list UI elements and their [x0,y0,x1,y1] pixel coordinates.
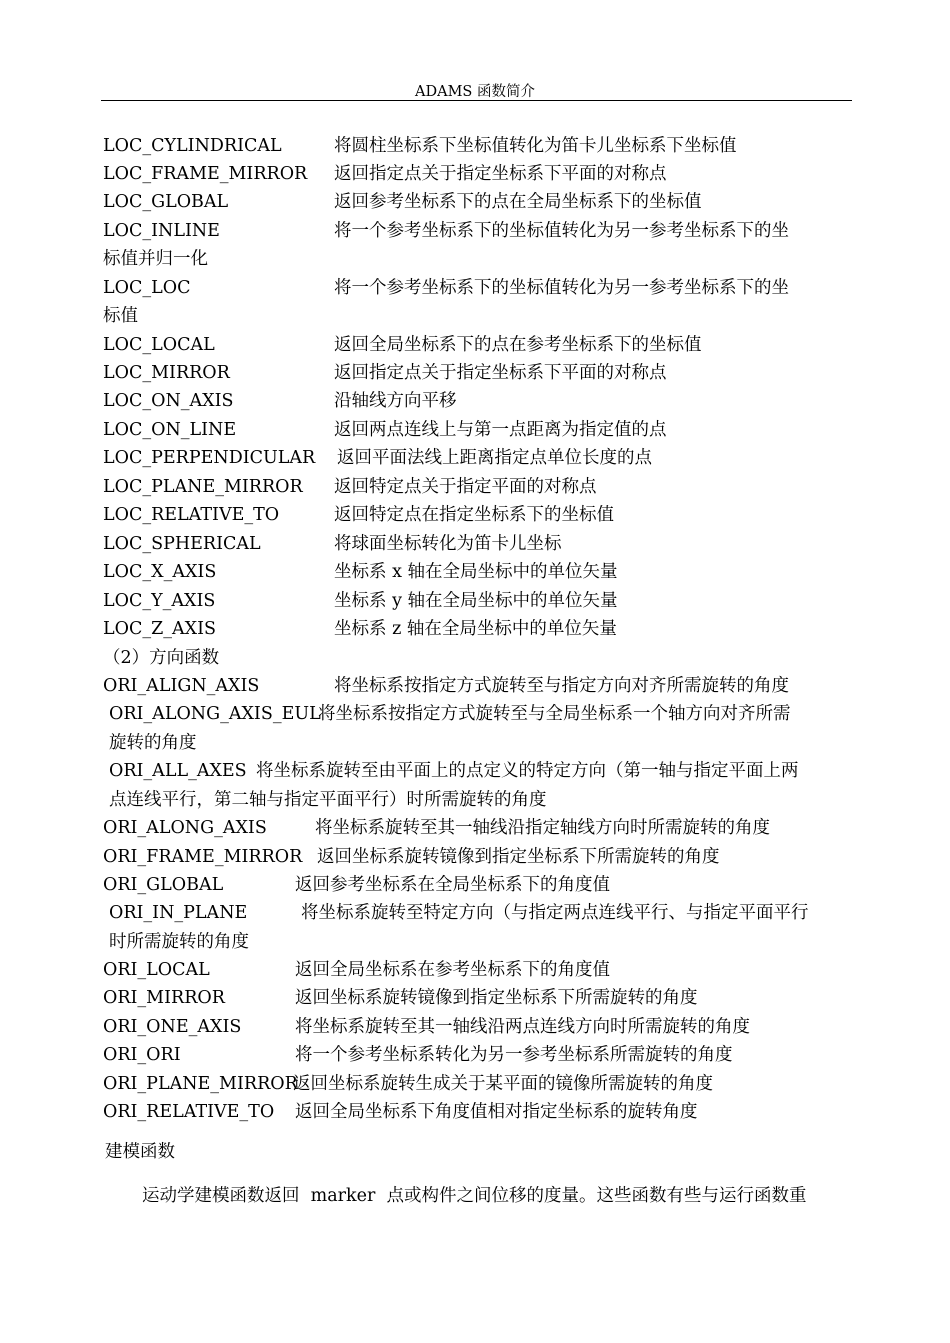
function-name: LOC_GLOBAL [103,192,229,212]
function-name: ORI_ORI [103,1045,181,1065]
function-desc: 返回平面法线上距离指定点单位长度的点 [337,448,652,468]
function-name: LOC_LOC [103,278,191,298]
function-desc: 返回参考坐标系在全局坐标系下的角度值 [295,875,610,895]
function-desc: 坐标系 x 轴在全局坐标中的单位矢量 [334,562,618,582]
function-name: LOC_ON_AXIS [103,391,234,411]
function-name: ORI_RELATIVE_TO [103,1102,275,1122]
function-name: ORI_MIRROR [103,988,225,1008]
function-name: ORI_PLANE_MIRROR [103,1074,298,1094]
header-rule [101,100,852,101]
function-desc: 将一个参考坐标系转化为另一参考坐标系所需旋转的角度 [295,1045,733,1065]
desc-continuation: 旋转的角度 [109,733,197,753]
function-desc: 返回特定点在指定坐标系下的坐标值 [334,505,614,525]
function-desc: 返回特定点关于指定平面的对称点 [334,477,597,497]
function-name: LOC_PLANE_MIRROR [103,477,303,497]
function-desc: 返回参考坐标系下的点在全局坐标系下的坐标值 [334,192,702,212]
section-heading: 建模函数 [105,1142,175,1162]
page-header: ADAMS 函数简介 [415,84,535,100]
function-name: LOC_Z_AXIS [103,619,217,639]
function-desc: 返回全局坐标系下角度值相对指定坐标系的旋转角度 [295,1102,698,1122]
function-desc: 将坐标系旋转至由平面上的点定义的特定方向（第一轴与指定平面上两 [256,761,799,781]
function-desc: 返回两点连线上与第一点距离为指定值的点 [334,420,667,440]
function-desc: 将坐标系旋转至特定方向（与指定两点连线平行、与指定平面平行 [301,903,809,923]
function-desc: 将一个参考坐标系下的坐标值转化为另一参考坐标系下的坐 [334,278,789,298]
function-desc: 返回坐标系旋转镜像到指定坐标系下所需旋转的角度 [295,988,698,1008]
function-name: LOC_Y_AXIS [103,591,216,611]
function-name: LOC_ON_LINE [103,420,237,440]
function-desc: 将圆柱坐标系下坐标值转化为笛卡儿坐标系下坐标值 [334,136,737,156]
function-desc: 返回指定点关于指定坐标系下平面的对称点 [334,363,667,383]
function-name: LOC_RELATIVE_TO [103,505,280,525]
function-desc: 返回坐标系旋转生成关于某平面的镜像所需旋转的角度 [293,1074,713,1094]
function-name: ORI_ALIGN_AXIS [103,676,260,696]
function-desc: 返回全局坐标系下的点在参考坐标系下的坐标值 [334,335,702,355]
desc-continuation: 标值并归一化 [103,249,208,269]
function-desc: 返回全局坐标系在参考坐标系下的角度值 [295,960,610,980]
function-name: LOC_SPHERICAL [103,534,261,554]
function-name: ORI_FRAME_MIRROR [103,847,303,867]
function-name: ORI_IN_PLANE [109,903,248,923]
function-desc: 将坐标系按指定方式旋转至与全局坐标系一个轴方向对齐所需 [318,704,791,724]
desc-continuation: 时所需旋转的角度 [109,932,249,952]
function-desc: 返回指定点关于指定坐标系下平面的对称点 [334,164,667,184]
function-name: LOC_CYLINDRICAL [103,136,282,156]
function-name: LOC_X_AXIS [103,562,217,582]
function-desc: 将坐标系按指定方式旋转至与指定方向对齐所需旋转的角度 [334,676,789,696]
function-desc: 返回坐标系旋转镜像到指定坐标系下所需旋转的角度 [317,847,720,867]
function-name: ORI_ONE_AXIS [103,1017,242,1037]
function-name: ORI_ALL_AXES [109,761,247,781]
function-name: LOC_LOCAL [103,335,215,355]
function-desc: 将一个参考坐标系下的坐标值转化为另一参考坐标系下的坐 [334,221,789,241]
function-desc: 沿轴线方向平移 [334,391,457,411]
desc-continuation: 点连线平行，第二轴与指定平面平行）时所需旋转的角度 [109,790,547,810]
function-desc: 将坐标系旋转至其一轴线沿指定轴线方向时所需旋转的角度 [315,818,770,838]
section-heading: （2）方向函数 [103,648,220,668]
function-desc: 坐标系 z 轴在全局坐标中的单位矢量 [334,619,617,639]
function-name: ORI_ALONG_AXIS_EUL [109,704,321,724]
function-name: LOC_FRAME_MIRROR [103,164,308,184]
function-name: ORI_GLOBAL [103,875,224,895]
body-paragraph: 运动学建模函数返回 marker 点或构件之间位移的度量。这些函数有些与运行函数重 [142,1186,807,1206]
function-name: LOC_INLINE [103,221,220,241]
function-name: ORI_ALONG_AXIS [103,818,267,838]
function-desc: 将球面坐标转化为笛卡儿坐标 [334,534,562,554]
function-name: LOC_MIRROR [103,363,230,383]
function-name: LOC_PERPENDICULAR [103,448,316,468]
function-desc: 将坐标系旋转至其一轴线沿两点连线方向时所需旋转的角度 [295,1017,750,1037]
desc-continuation: 标值 [103,306,138,326]
function-desc: 坐标系 y 轴在全局坐标中的单位矢量 [334,591,618,611]
function-name: ORI_LOCAL [103,960,210,980]
